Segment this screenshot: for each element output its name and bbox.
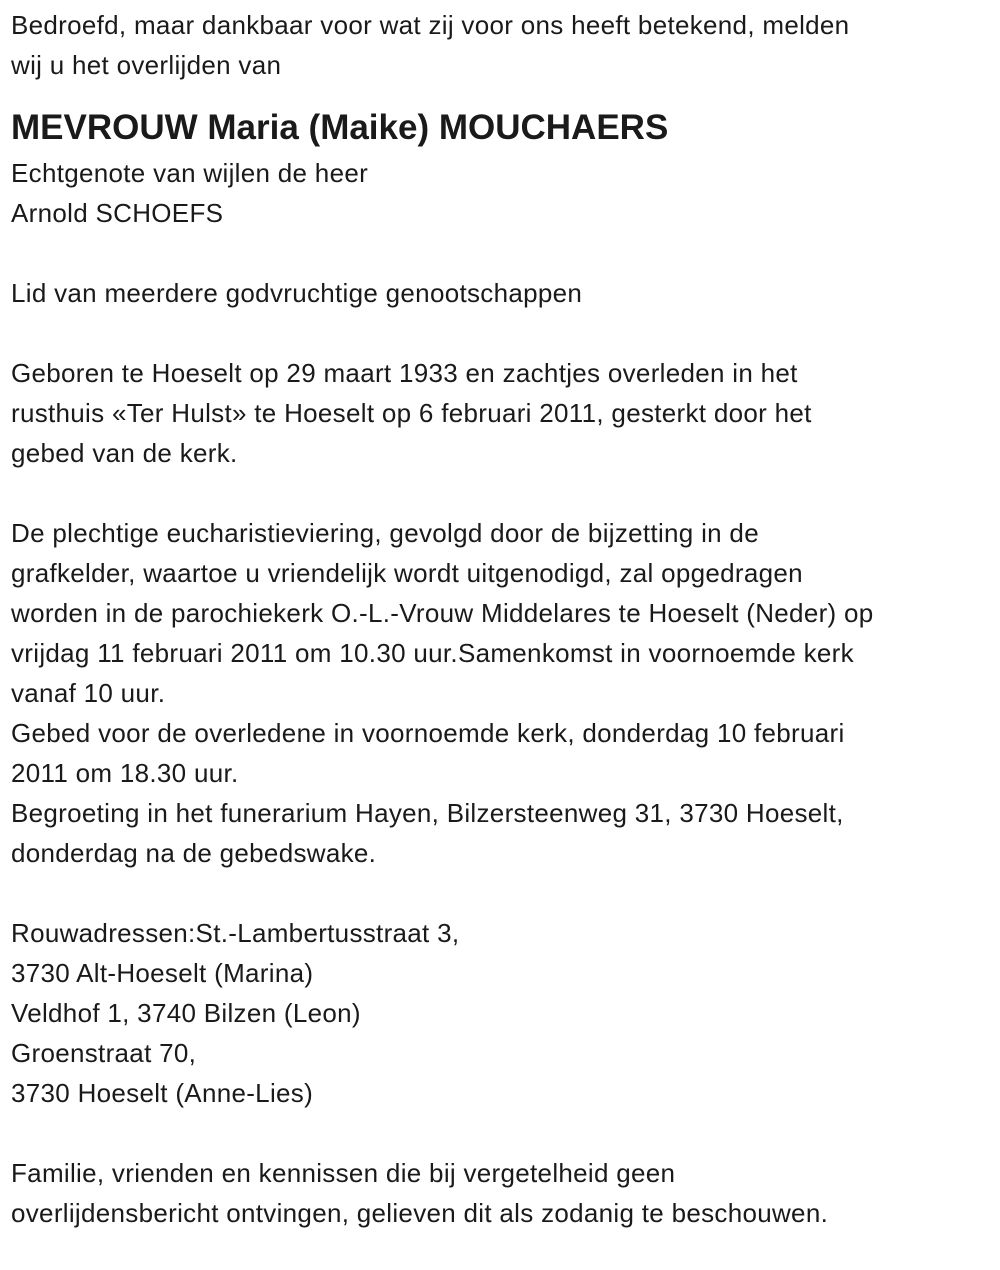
text-line: Bedroefd, maar dankbaar voor wat zij voor ons heeft betekend, melden (11, 10, 850, 40)
text-line: Echtgenote van wijlen de heer (11, 158, 369, 188)
text-line: Familie, vrienden en kennissen die bij vergetelheid geen (11, 1158, 676, 1188)
text-line: donderdag na de gebedswake. (11, 838, 377, 868)
closing-paragraph (11, 1153, 1000, 1233)
text-line: Veldhof 1, 3740 Bilzen (Leon) (11, 998, 361, 1028)
text-line: Lid van meerdere godvruchtige genootschappen (11, 278, 583, 308)
text-line: De plechtige eucharistieviering, gevolgd door de bijzetting in de (11, 518, 759, 548)
text-line: 3730 Hoeselt (Anne-Lies) (11, 1078, 314, 1108)
membership-paragraph (11, 273, 1000, 313)
text-line: 2011 om 18.30 uur. (11, 758, 239, 788)
text-line: grafkelder, waartoe u vriendelijk wordt uitgenodigd, zal opgedragen (11, 558, 803, 588)
text-line: Arnold SCHOEFS (11, 198, 224, 228)
text-line: Begroeting in het funerarium Hayen, Bilzersteenweg 31, 3730 Hoeselt, (11, 798, 844, 828)
text-line: worden in de parochiekerk O.-L.-Vrouw Middelares te Hoeselt (Neder) op (11, 598, 874, 628)
text-line: wij u het overlijden van (11, 50, 282, 80)
addresses-paragraph (11, 913, 1000, 1113)
ceremony-paragraph (11, 513, 1000, 873)
text-line: Groenstraat 70, (11, 1038, 197, 1068)
text-line: Gebed voor de overledene in voornoemde kerk, donderdag 10 februari (11, 718, 845, 748)
text-line: vanaf 10 uur. (11, 678, 166, 708)
spouse-paragraph (11, 153, 1000, 233)
birth-death-paragraph (11, 353, 1000, 473)
text-line: vrijdag 11 februari 2011 om 10.30 uur.Samenkomst in voornoemde kerk (11, 638, 854, 668)
text-line: overlijdensbericht ontvingen, gelieven dit als zodanig te beschouwen. (11, 1198, 829, 1228)
text-line: gebed van de kerk. (11, 438, 238, 468)
text-line: Geboren te Hoeselt op 29 maart 1933 en zachtjes overleden in het (11, 358, 798, 388)
text-line: Rouwadressen:St.-Lambertusstraat 3, (11, 918, 460, 948)
text-line: rusthuis «Ter Hulst» te Hoeselt op 6 februari 2011, gesterkt door het (11, 398, 812, 428)
text-line: 3730 Alt-Hoeselt (Marina) (11, 958, 314, 988)
intro-paragraph (11, 5, 1000, 85)
deceased-name-heading: MEVROUW Maria (Maike) MOUCHAERS (11, 108, 669, 147)
